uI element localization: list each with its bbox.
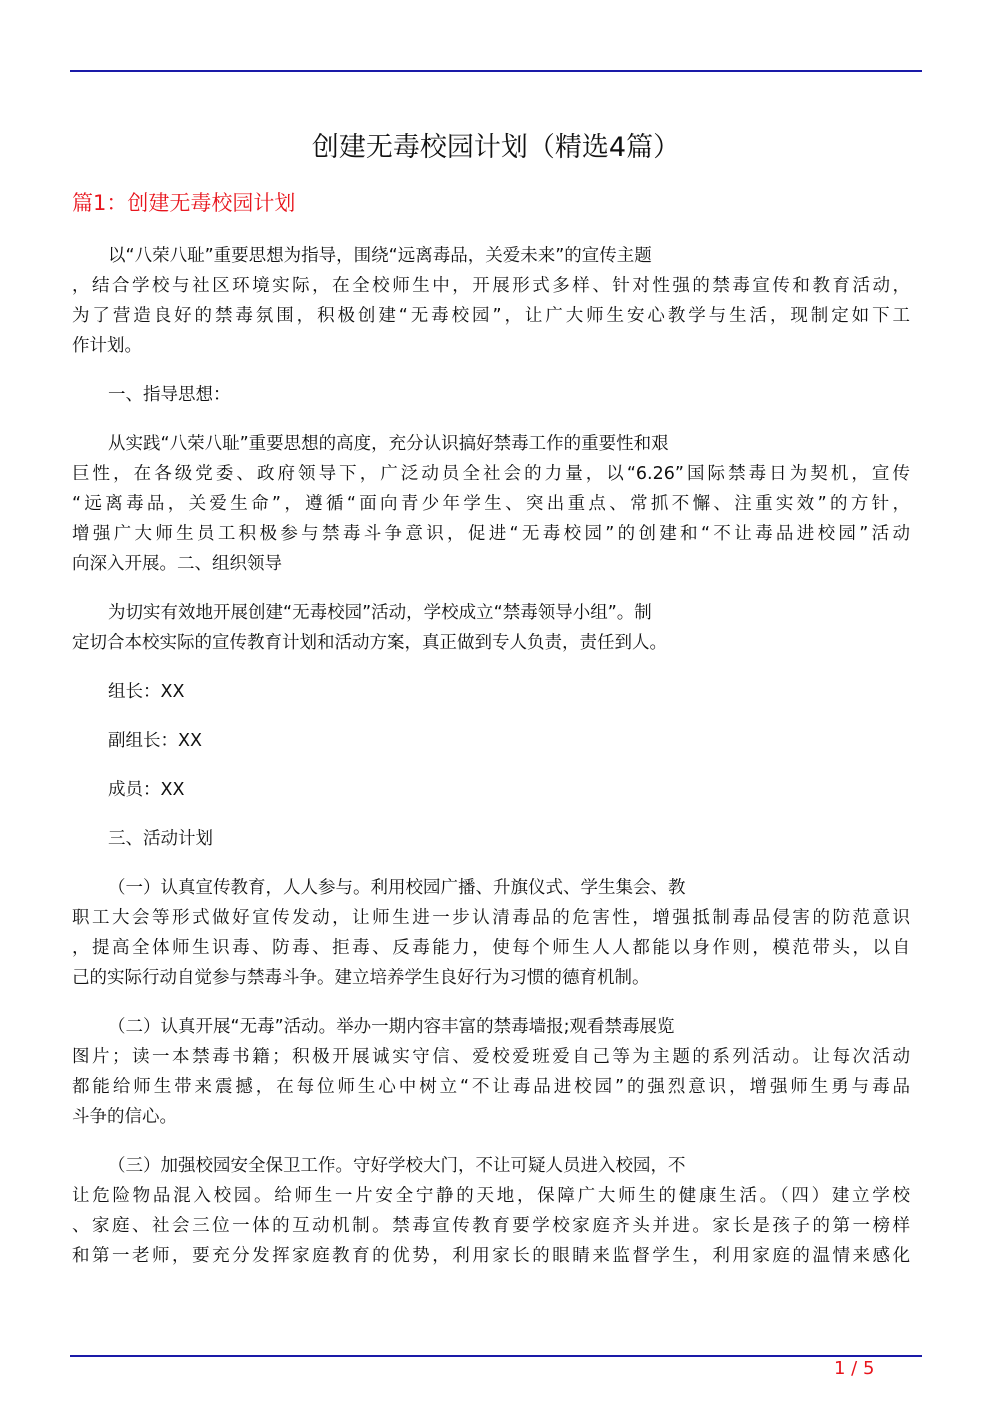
text-line: 图片；读一本禁毒书籍；积极开展诚实守信、爱校爱班爱自己等为主题的系列活动。让每次活动 [72,1047,910,1067]
paragraph [72,1151,910,1271]
paragraph [72,429,910,579]
section-heading: 篇1：创建无毒校园计划 [72,191,296,215]
paragraph [72,598,910,658]
text-line: 巨性，在各级党委、政府领导下，广泛动员全社会的力量，以“6.26”国际禁毒日为契机，宣传 [72,464,910,484]
text-line: 作计划。 [72,336,142,356]
paragraph [72,824,910,854]
text-line: 为了营造良好的禁毒氛围，积极创建“无毒校园”，让广大师生安心教学与生活，现制定如下工 [72,306,910,326]
text-line: 、家庭、社会三位一体的互动机制。禁毒宣传教育要学校家庭齐头并进。家长是孩子的第一榜样 [72,1216,910,1236]
text-line: 成员：XX [108,780,185,800]
document-title: 创建无毒校园计划（精选4篇） [311,132,681,163]
document-body [72,241,910,1290]
paragraph [72,775,910,805]
paragraph [72,677,910,707]
text-line: 都能给师生带来震撼，在每位师生心中树立“不让毒品进校园”的强烈意识，增强师生勇与毒品 [72,1077,910,1097]
footer-rule [70,1355,922,1357]
paragraph [72,380,910,410]
text-line: 组长：XX [108,682,185,702]
text-line: 和第一老师，要充分发挥家庭教育的优势，利用家长的眼睛来监督学生，利用家庭的温情来感化 [72,1246,910,1266]
text-line: 为切实有效地开展创建“无毒校园”活动，学校成立“禁毒领导小组”。制 [108,603,652,623]
text-line: 定切合本校实际的宣传教育计划和活动方案，真正做到专人负责，责任到人。 [72,633,667,653]
text-line: 斗争的信心。 [72,1107,177,1127]
text-line: （三）加强校园安全保卫工作。守好学校大门，不让可疑人员进入校园，不 [108,1156,686,1176]
text-line: 增强广大师生员工积极参与禁毒斗争意识，促进“无毒校园”的创建和“不让毒品进校园”活动 [72,524,910,544]
text-line: （一）认真宣传教育，人人参与。利用校园广播、升旗仪式、学生集会、教 [108,878,686,898]
page-number: 1 / 5 [834,1358,875,1379]
text-line: ，提高全体师生识毒、防毒、拒毒、反毒能力，使每个师生人人都能以身作则，模范带头，以自 [72,938,910,958]
paragraph [72,726,910,756]
text-line: 职工大会等形式做好宣传发动，让师生进一步认清毒品的危害性，增强抵制毒品侵害的防范意识 [72,908,910,928]
paragraph [72,873,910,993]
text-line: 一、指导思想： [108,385,231,405]
text-line: 让危险物品混入校园。给师生一片安全宁静的天地，保障广大师生的健康生活。（四）建立学校 [72,1186,910,1206]
text-line: 三、活动计划 [108,829,213,849]
text-line: 副组长：XX [108,731,202,751]
text-line: “远离毒品，关爱生命”，遵循“面向青少年学生、突出重点、常抓不懈、注重实效”的方针， [72,494,910,514]
text-line: 向深入开展。二、组织领导 [72,554,282,574]
text-line: （二）认真开展“无毒”活动。举办一期内容丰富的禁毒墙报;观看禁毒展览 [108,1017,675,1037]
text-line: 从实践“八荣八耻”重要思想的高度，充分认识搞好禁毒工作的重要性和艰 [108,434,669,454]
text-line: ，结合学校与社区环境实际，在全校师生中，开展形式多样、针对性强的禁毒宣传和教育活动， [72,276,910,296]
text-line: 己的实际行动自觉参与禁毒斗争。建立培养学生良好行为习惯的德育机制。 [72,968,650,988]
header-rule [70,70,922,72]
paragraph [72,241,910,361]
text-line: 以“八荣八耻”重要思想为指导，围绕“远离毒品，关爱未来”的宣传主题 [108,246,652,266]
paragraph [72,1012,910,1132]
